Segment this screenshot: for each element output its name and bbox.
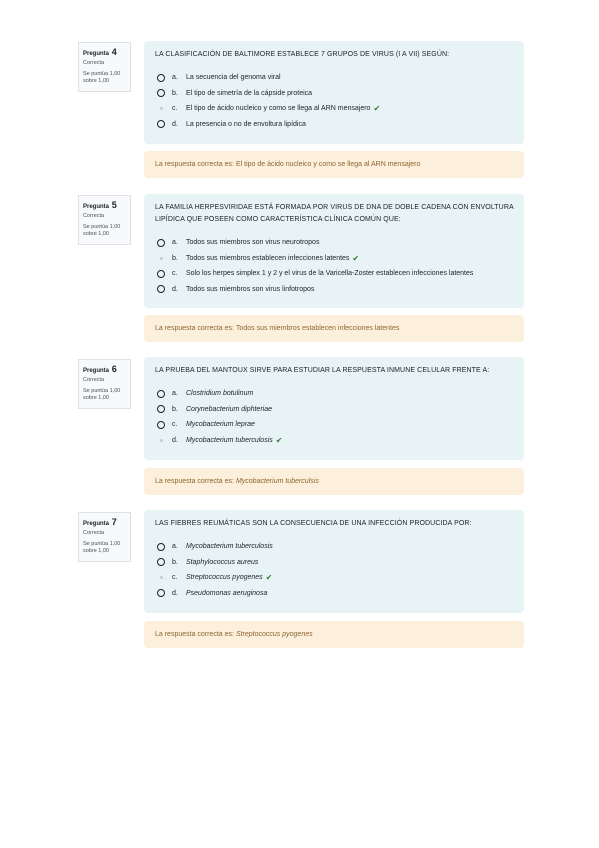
radio-checked-icon[interactable]	[160, 107, 163, 110]
question-number: Pregunta 4	[83, 47, 117, 57]
radio-icon[interactable]	[157, 120, 165, 128]
answer-option[interactable]: c. Solo los herpes simplex 1 y 2 y el virus de la Varicella-Zoster establecen infecciones latentes	[155, 266, 514, 282]
question-content	[144, 41, 524, 144]
answer-option-selected[interactable]: d. Mycobacterium tuberculosis ✔	[155, 433, 514, 449]
answer-list	[155, 539, 514, 601]
question-number: Pregunta 5	[83, 200, 117, 210]
question-info	[78, 42, 131, 92]
question-content	[144, 357, 524, 460]
answer-text: Mycobacterium leprae	[186, 421, 255, 429]
answer-option[interactable]: a. Todos sus miembros son virus neurotropos	[155, 235, 514, 251]
answer-text: La presencia o no de envoltura lipídica	[186, 120, 306, 128]
answer-text: Clostridium botulinum	[186, 390, 254, 398]
question-text: LA FAMILIA HERPESVIRIDAE ESTÁ FORMADA POR VIRUS DE DNA DE DOBLE CADENA CON ENVOLTURA LIPÍDICA QUE POSEEN COMO CARACTERÍSTICA CLÍNICA COMÚN QUE:	[155, 204, 514, 223]
answer-text: Streptococcus pyogenes	[186, 574, 263, 582]
radio-icon[interactable]	[157, 589, 165, 597]
question-content	[144, 510, 524, 613]
answer-text: La secuencia del genoma viral	[186, 74, 281, 82]
answer-option[interactable]: a. Clostridium botulinum	[155, 386, 514, 402]
answer-list	[155, 386, 514, 448]
question-grade: Se puntúa 1,00 sobre 1,00	[83, 224, 121, 237]
check-icon: ✔	[265, 573, 273, 583]
answer-option[interactable]: d. Todos sus miembros son virus linfotropos	[155, 282, 514, 298]
answer-option-selected[interactable]: c. Streptococcus pyogenes ✔	[155, 570, 514, 586]
question-grade: Se puntúa 1,00 sobre 1,00	[83, 541, 121, 554]
question-info	[78, 195, 131, 245]
radio-checked-icon[interactable]	[160, 257, 163, 260]
question-number: Pregunta 6	[83, 364, 117, 374]
answer-text: El tipo de simetría de la cápside proteica	[186, 89, 313, 97]
question-info	[78, 512, 131, 562]
radio-icon[interactable]	[157, 558, 165, 566]
radio-icon[interactable]	[157, 405, 165, 413]
check-icon: ✔	[275, 435, 283, 445]
answer-option-selected[interactable]: b. Todos sus miembros establecen infecciones latentes ✔	[155, 251, 514, 267]
radio-icon[interactable]	[157, 239, 165, 247]
question-text: LA PRUEBA DEL MANTOUX SIRVE PARA ESTUDIAR LA RESPUESTA INMUNE CELULAR FRENTE A:	[155, 367, 490, 374]
question-state: Correcta	[83, 377, 105, 383]
question-grade: Se puntúa 1,00 sobre 1,00	[83, 71, 121, 84]
radio-icon[interactable]	[157, 421, 165, 429]
question-content	[144, 194, 524, 308]
question-text: LAS FIEBRES REUMÁTICAS SON LA CONSECUENCIA DE UNA INFECCIÓN PRODUCIDA POR:	[155, 520, 472, 527]
correct-answer-feedback: La respuesta correcta es: Streptococcus pyogenes	[144, 621, 524, 648]
answer-option[interactable]: d. Pseudomonas aeruginosa	[155, 586, 514, 602]
radio-checked-icon[interactable]	[160, 439, 163, 442]
answer-text: El tipo de ácido nucleico y como se llega al ARN mensajero	[186, 105, 371, 113]
radio-icon[interactable]	[157, 270, 165, 278]
answer-option[interactable]: c. Mycobacterium leprae	[155, 417, 514, 433]
question-number: Pregunta 7	[83, 517, 117, 527]
answer-text: Todos sus miembros establecen infecciones latentes	[186, 254, 350, 262]
question-state: Correcta	[83, 213, 105, 219]
answer-option[interactable]: d. La presencia o no de envoltura lipídica	[155, 117, 514, 133]
answer-text: Pseudomonas aeruginosa	[186, 589, 268, 597]
question-text: LA CLASIFICACIÓN DE BALTIMORE ESTABLECE 7 GRUPOS DE VIRUS (I A VII) SEGÚN:	[155, 51, 450, 58]
answer-text: Mycobacterium tuberculosis	[186, 543, 273, 551]
radio-icon[interactable]	[157, 89, 165, 97]
question-info	[78, 359, 131, 409]
correct-answer-feedback: La respuesta correcta es: Mycobacterium tuberculsis	[144, 468, 524, 495]
radio-icon[interactable]	[157, 390, 165, 398]
answer-text: Mycobacterium tuberculosis	[186, 436, 273, 444]
radio-icon[interactable]	[157, 74, 165, 82]
radio-icon[interactable]	[157, 285, 165, 293]
answer-option[interactable]: b. Corynebacterium diphteriae	[155, 402, 514, 418]
answer-text: Corynebacterium diphteriae	[186, 405, 272, 413]
answer-option-selected[interactable]: c. El tipo de ácido nucleico y como se llega al ARN mensajero ✔	[155, 101, 514, 117]
radio-icon[interactable]	[157, 543, 165, 551]
answer-option[interactable]: a. Mycobacterium tuberculosis	[155, 539, 514, 555]
answer-text: Solo los herpes simplex 1 y 2 y el virus de la Varicella-Zoster establecen infecciones latentes	[186, 270, 474, 278]
answer-text: Staphylococcus aureus	[186, 558, 259, 566]
question-state: Correcta	[83, 530, 105, 536]
question-grade: Se puntúa 1,00 sobre 1,00	[83, 388, 121, 401]
answer-list	[155, 235, 514, 297]
question-state: Correcta	[83, 60, 105, 66]
answer-text: Todos sus miembros son virus neurotropos	[186, 239, 320, 247]
answer-option[interactable]: b. El tipo de simetría de la cápside proteica	[155, 86, 514, 102]
check-icon: ✔	[352, 253, 360, 263]
answer-option[interactable]: b. Staphylococcus aureus	[155, 555, 514, 571]
check-icon: ✔	[373, 104, 381, 114]
answer-option[interactable]: a. La secuencia del genoma viral	[155, 70, 514, 86]
correct-answer-feedback: La respuesta correcta es: Todos sus miembros establecen infecciones latentes	[144, 315, 524, 342]
radio-checked-icon[interactable]	[160, 576, 163, 579]
correct-answer-feedback: La respuesta correcta es: El tipo de ácido nucleico y como se llega al ARN mensajero	[144, 151, 524, 178]
answer-list	[155, 70, 514, 132]
answer-text: Todos sus miembros son virus linfotropos	[186, 285, 315, 293]
